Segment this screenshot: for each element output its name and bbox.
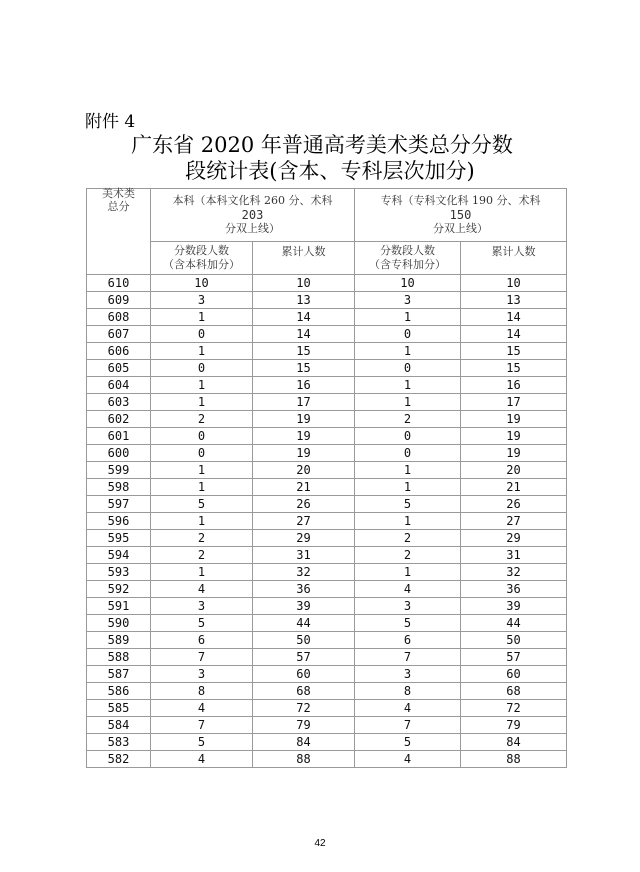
table-row bbox=[87, 479, 567, 496]
college-seg-count-cell: 5 bbox=[355, 496, 461, 513]
undergrad-seg-count-cell: 2 bbox=[151, 530, 253, 547]
undergrad-seg-count-cell: 1 bbox=[151, 309, 253, 326]
table-row bbox=[87, 564, 567, 581]
undergrad-cum-count-cell: 13 bbox=[253, 292, 355, 309]
score-cell: 595 bbox=[87, 530, 151, 547]
college-cum-count-cell: 13 bbox=[461, 292, 567, 309]
college-seg-count-cell: 4 bbox=[355, 751, 461, 768]
undergrad-seg-header bbox=[151, 242, 253, 275]
undergrad-seg-count-cell: 1 bbox=[151, 564, 253, 581]
undergrad-cum-count-cell: 72 bbox=[253, 700, 355, 717]
table-row bbox=[87, 326, 567, 343]
undergrad-title-suffix: 分双上线） bbox=[225, 222, 280, 235]
score-cell: 598 bbox=[87, 479, 151, 496]
college-title-suffix: 分双上线） bbox=[433, 222, 488, 235]
undergrad-seg-count-cell: 2 bbox=[151, 547, 253, 564]
undergrad-seg-count-cell: 1 bbox=[151, 513, 253, 530]
college-seg-count-cell: 6 bbox=[355, 632, 461, 649]
undergrad-cum-count-cell: 16 bbox=[253, 377, 355, 394]
undergrad-seg-header-line1: 分数段人数 bbox=[174, 244, 229, 257]
college-cum-count-cell: 20 bbox=[461, 462, 567, 479]
college-cum-count-cell: 84 bbox=[461, 734, 567, 751]
college-cum-count-cell: 32 bbox=[461, 564, 567, 581]
undergrad-seg-count-cell: 4 bbox=[151, 581, 253, 598]
undergrad-seg-count-cell: 2 bbox=[151, 411, 253, 428]
table-row bbox=[87, 632, 567, 649]
college-seg-count-cell: 0 bbox=[355, 445, 461, 462]
table-row bbox=[87, 394, 567, 411]
table-row bbox=[87, 530, 567, 547]
undergrad-cum-count-cell: 60 bbox=[253, 666, 355, 683]
undergrad-cum-count-cell: 15 bbox=[253, 360, 355, 377]
college-cum-count-cell: 15 bbox=[461, 343, 567, 360]
undergrad-seg-count-cell: 5 bbox=[151, 496, 253, 513]
college-cum-count-cell: 19 bbox=[461, 411, 567, 428]
undergrad-seg-count-cell: 0 bbox=[151, 326, 253, 343]
college-seg-count-cell: 1 bbox=[355, 343, 461, 360]
college-seg-header-line1: 分数段人数 bbox=[380, 244, 435, 257]
college-cum-count-cell: 15 bbox=[461, 360, 567, 377]
undergrad-cum-count-cell: 32 bbox=[253, 564, 355, 581]
college-seg-count-cell: 1 bbox=[355, 309, 461, 326]
undergrad-cum-count-cell: 50 bbox=[253, 632, 355, 649]
undergrad-cum-count-cell: 21 bbox=[253, 479, 355, 496]
undergrad-seg-header-line2: （含本科加分） bbox=[163, 258, 240, 271]
score-cell: 604 bbox=[87, 377, 151, 394]
undergrad-cum-header bbox=[253, 242, 355, 275]
college-cum-count-cell: 14 bbox=[461, 326, 567, 343]
table-row bbox=[87, 581, 567, 598]
score-cell: 588 bbox=[87, 649, 151, 666]
college-seg-count-cell: 1 bbox=[355, 462, 461, 479]
college-cum-count-cell: 60 bbox=[461, 666, 567, 683]
table-row bbox=[87, 717, 567, 734]
college-cum-count-cell: 50 bbox=[461, 632, 567, 649]
score-cell: 602 bbox=[87, 411, 151, 428]
college-title-prefix: 专科（专科文化科 190 分、术科 bbox=[380, 194, 541, 207]
undergrad-seg-count-cell: 5 bbox=[151, 615, 253, 632]
undergrad-seg-count-cell: 3 bbox=[151, 666, 253, 683]
table-row bbox=[87, 462, 567, 479]
table-row bbox=[87, 513, 567, 530]
college-cum-count-cell: 17 bbox=[461, 394, 567, 411]
college-cum-count-cell: 21 bbox=[461, 479, 567, 496]
score-cell: 605 bbox=[87, 360, 151, 377]
score-cell: 591 bbox=[87, 598, 151, 615]
score-cell: 594 bbox=[87, 547, 151, 564]
undergrad-seg-count-cell: 1 bbox=[151, 462, 253, 479]
table-row bbox=[87, 700, 567, 717]
score-cell: 601 bbox=[87, 428, 151, 445]
undergrad-cum-count-cell: 44 bbox=[253, 615, 355, 632]
undergrad-seg-count-cell: 4 bbox=[151, 751, 253, 768]
table-row bbox=[87, 309, 567, 326]
undergrad-group-header bbox=[151, 189, 355, 242]
undergrad-seg-count-cell: 0 bbox=[151, 445, 253, 462]
table-row bbox=[87, 598, 567, 615]
undergrad-seg-count-cell: 3 bbox=[151, 598, 253, 615]
college-seg-count-cell: 1 bbox=[355, 479, 461, 496]
college-cum-header bbox=[461, 242, 567, 275]
college-cum-count-cell: 57 bbox=[461, 649, 567, 666]
table-row bbox=[87, 751, 567, 768]
college-seg-count-cell: 4 bbox=[355, 700, 461, 717]
college-cum-count-cell: 79 bbox=[461, 717, 567, 734]
score-distribution-table bbox=[86, 188, 567, 768]
undergrad-seg-count-cell: 10 bbox=[151, 275, 253, 292]
college-seg-count-cell: 2 bbox=[355, 411, 461, 428]
college-seg-count-cell: 3 bbox=[355, 598, 461, 615]
undergrad-cum-count-cell: 88 bbox=[253, 751, 355, 768]
undergrad-cum-count-cell: 14 bbox=[253, 309, 355, 326]
college-cum-count-cell: 19 bbox=[461, 445, 567, 462]
college-title-mid: 150 bbox=[449, 208, 472, 222]
table-row bbox=[87, 292, 567, 309]
college-cum-count-cell: 39 bbox=[461, 598, 567, 615]
score-cell: 585 bbox=[87, 700, 151, 717]
undergrad-seg-count-cell: 1 bbox=[151, 479, 253, 496]
score-cell: 587 bbox=[87, 666, 151, 683]
college-seg-count-cell: 1 bbox=[355, 564, 461, 581]
table-row bbox=[87, 666, 567, 683]
college-seg-header-line2: （含专科加分） bbox=[369, 258, 446, 271]
score-cell: 608 bbox=[87, 309, 151, 326]
score-cell: 589 bbox=[87, 632, 151, 649]
score-cell: 599 bbox=[87, 462, 151, 479]
undergrad-seg-count-cell: 0 bbox=[151, 360, 253, 377]
undergrad-seg-count-cell: 1 bbox=[151, 394, 253, 411]
college-seg-count-cell: 7 bbox=[355, 717, 461, 734]
attachment-label: 附件 4 bbox=[85, 112, 136, 132]
undergrad-cum-count-cell: 29 bbox=[253, 530, 355, 547]
undergrad-cum-header-text: 累计人数 bbox=[281, 245, 326, 258]
table-row bbox=[87, 360, 567, 377]
college-seg-count-cell: 1 bbox=[355, 513, 461, 530]
undergrad-cum-count-cell: 17 bbox=[253, 394, 355, 411]
college-seg-count-cell: 2 bbox=[355, 547, 461, 564]
score-cell: 603 bbox=[87, 394, 151, 411]
college-seg-count-cell: 1 bbox=[355, 377, 461, 394]
college-cum-count-cell: 10 bbox=[461, 275, 567, 292]
score-cell: 610 bbox=[87, 275, 151, 292]
college-cum-count-cell: 26 bbox=[461, 496, 567, 513]
undergrad-cum-count-cell: 39 bbox=[253, 598, 355, 615]
college-seg-count-cell: 0 bbox=[355, 360, 461, 377]
score-cell: 606 bbox=[87, 343, 151, 360]
college-seg-count-cell: 2 bbox=[355, 530, 461, 547]
undergrad-seg-count-cell: 1 bbox=[151, 377, 253, 394]
undergrad-cum-count-cell: 27 bbox=[253, 513, 355, 530]
undergrad-cum-count-cell: 84 bbox=[253, 734, 355, 751]
college-seg-count-cell: 0 bbox=[355, 428, 461, 445]
table-row bbox=[87, 377, 567, 394]
score-cell: 596 bbox=[87, 513, 151, 530]
undergrad-seg-count-cell: 5 bbox=[151, 734, 253, 751]
undergrad-seg-count-cell: 4 bbox=[151, 700, 253, 717]
score-cell: 583 bbox=[87, 734, 151, 751]
undergrad-cum-count-cell: 19 bbox=[253, 445, 355, 462]
table-row bbox=[87, 445, 567, 462]
table-row bbox=[87, 428, 567, 445]
score-cell: 586 bbox=[87, 683, 151, 700]
score-column-header-text: 美术类总分 bbox=[102, 186, 135, 213]
score-cell: 600 bbox=[87, 445, 151, 462]
undergrad-cum-count-cell: 26 bbox=[253, 496, 355, 513]
undergrad-cum-count-cell: 79 bbox=[253, 717, 355, 734]
undergrad-seg-count-cell: 7 bbox=[151, 717, 253, 734]
undergrad-seg-count-cell: 6 bbox=[151, 632, 253, 649]
score-cell: 582 bbox=[87, 751, 151, 768]
table-row bbox=[87, 343, 567, 360]
undergrad-cum-count-cell: 15 bbox=[253, 343, 355, 360]
score-cell: 592 bbox=[87, 581, 151, 598]
college-cum-count-cell: 88 bbox=[461, 751, 567, 768]
table-row bbox=[87, 683, 567, 700]
college-cum-count-cell: 44 bbox=[461, 615, 567, 632]
undergrad-cum-count-cell: 19 bbox=[253, 411, 355, 428]
college-seg-count-cell: 3 bbox=[355, 666, 461, 683]
college-seg-header bbox=[355, 242, 461, 275]
table-row bbox=[87, 734, 567, 751]
undergrad-title-mid: 203 bbox=[241, 208, 264, 222]
undergrad-cum-count-cell: 14 bbox=[253, 326, 355, 343]
undergrad-seg-count-cell: 1 bbox=[151, 343, 253, 360]
page-title-line-2: 段统计表(含本、专科层次加分) bbox=[185, 159, 475, 183]
table-row bbox=[87, 496, 567, 513]
table-row bbox=[87, 615, 567, 632]
undergrad-cum-count-cell: 19 bbox=[253, 428, 355, 445]
undergrad-cum-count-cell: 10 bbox=[253, 275, 355, 292]
college-seg-count-cell: 8 bbox=[355, 683, 461, 700]
page-number: 42 bbox=[314, 838, 326, 849]
score-column-header bbox=[87, 186, 151, 275]
college-seg-count-cell: 10 bbox=[355, 275, 461, 292]
college-seg-count-cell: 4 bbox=[355, 581, 461, 598]
score-cell: 609 bbox=[87, 292, 151, 309]
score-cell: 597 bbox=[87, 496, 151, 513]
undergrad-cum-count-cell: 20 bbox=[253, 462, 355, 479]
college-cum-count-cell: 19 bbox=[461, 428, 567, 445]
college-cum-count-cell: 72 bbox=[461, 700, 567, 717]
college-seg-count-cell: 7 bbox=[355, 649, 461, 666]
college-cum-count-cell: 27 bbox=[461, 513, 567, 530]
score-cell: 607 bbox=[87, 326, 151, 343]
college-cum-header-text: 累计人数 bbox=[491, 245, 536, 258]
college-seg-count-cell: 3 bbox=[355, 292, 461, 309]
college-seg-count-cell: 5 bbox=[355, 615, 461, 632]
undergrad-seg-count-cell: 8 bbox=[151, 683, 253, 700]
undergrad-seg-count-cell: 7 bbox=[151, 649, 253, 666]
college-seg-count-cell: 1 bbox=[355, 394, 461, 411]
undergrad-cum-count-cell: 36 bbox=[253, 581, 355, 598]
score-cell: 593 bbox=[87, 564, 151, 581]
undergrad-cum-count-cell: 57 bbox=[253, 649, 355, 666]
college-cum-count-cell: 68 bbox=[461, 683, 567, 700]
page-title-line-1: 广东省 2020 年普通高考美术类总分分数 bbox=[131, 133, 513, 157]
college-cum-count-cell: 31 bbox=[461, 547, 567, 564]
table-row bbox=[87, 411, 567, 428]
score-cell: 584 bbox=[87, 717, 151, 734]
table-row bbox=[87, 547, 567, 564]
undergrad-cum-count-cell: 68 bbox=[253, 683, 355, 700]
college-seg-count-cell: 5 bbox=[355, 734, 461, 751]
score-cell: 590 bbox=[87, 615, 151, 632]
table-row bbox=[87, 649, 567, 666]
college-cum-count-cell: 14 bbox=[461, 309, 567, 326]
college-cum-count-cell: 29 bbox=[461, 530, 567, 547]
undergrad-seg-count-cell: 3 bbox=[151, 292, 253, 309]
college-cum-count-cell: 36 bbox=[461, 581, 567, 598]
undergrad-seg-count-cell: 0 bbox=[151, 428, 253, 445]
college-group-header bbox=[355, 189, 567, 242]
college-seg-count-cell: 0 bbox=[355, 326, 461, 343]
undergrad-cum-count-cell: 31 bbox=[253, 547, 355, 564]
table-row bbox=[87, 275, 567, 292]
college-cum-count-cell: 16 bbox=[461, 377, 567, 394]
undergrad-title-prefix: 本科（本科文化科 260 分、术科 bbox=[172, 194, 333, 207]
